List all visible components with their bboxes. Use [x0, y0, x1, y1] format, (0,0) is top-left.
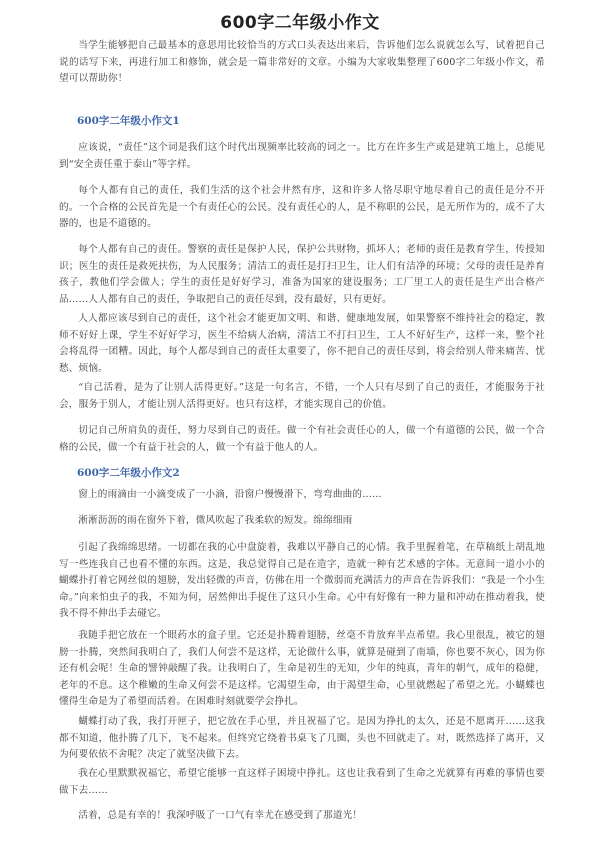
essay-1-paragraph: 应该说，“责任”这个词是我们这个时代出现频率比较高的词之一。比方在许多生产或是建筑工地上，总能见到“安全责任重于泰山”等字样。 [59, 142, 545, 170]
essay-1-heading: 600字二年级小作文1 [77, 115, 180, 127]
essay-1-paragraph: 每个人都有自己的责任。警察的责任是保护人民，保护公共财物，抓坏人；老师的责任是教育学生，传授知识；医生的责任是救死扶伤，为人民服务；清洁工的责任是打扫卫生，让人们有洁净的环境；父母的责任是养育孩子，教他们学会做人；学生的责任是好好学习，准备为国家的建设服务；工厂里工人的责任是生产出合格产品……人人都有自己的责任，争取把自己的责任尽到，没有最好，只有更好。 [59, 244, 545, 305]
essay-2-paragraph: 蝴蝶打动了我，我打开匣子，把它放在手心里，并且祝福了它。是因为挣扎的太久，还是不愿离开……这我都不知道，他扑腾了几下，飞不起来。但终究它绕着书桌飞了几圈，头也不回就走了。对，既然选择了离开，又为何要依依不舍呢？决定了就坚决做下去。 [59, 716, 545, 760]
essay-2-paragraph: 淅淅沥沥的雨在窗外下着，微风吹起了我柔软的短发。绵绵细雨 [78, 515, 353, 526]
essay-1-paragraph: “自己活着，是为了让别人活得更好。”这是一句名言，不错，一个人只有尽到了自己的责任，才能服务于社会，服务于别人，才能让别人活得更好。也只有这样，才能实现自己的价值。 [59, 382, 545, 410]
intro-paragraph: 当学生能够把自己最基本的意思用比较恰当的方式口头表达出来后，告诉他们怎么说就怎么写，试着把自己说的话写下来，再进行加工和修饰，就会是一篇非常好的文章。小编为大家收集整理了600字二年级小作文，希望可以帮助你！ [59, 40, 545, 84]
page-title: 600字二年级小作文 [220, 13, 380, 33]
essay-2-paragraph: 我随手把它放在一个眼药水的盒子里。它还是扑腾着翅膀，丝毫不肯放弃半点希望。我心里很乱，被它的翅膀一扑腾，突然间我明白了，我们人何尝不是这样，无论做什么事，就算是碰到了南墙，你也要不灰心，因为你还有机会呢！生命的譬钟敲醒了我。让我明白了，生命是初生的无知，少年的纯真，青年的朝气，成年的稳健，老年的不息。这个稚嫩的生命又何尝不是这样。它渴望生命，由于渴望生命，心里就燃起了希望之光。小蝴蝶也懂得生命是为了希望而活着。在困难时刻就要学会挣扎。 [59, 630, 545, 707]
essay-2-paragraph: 窗上的雨滴由一小滴变成了一小滴，沿窗户慢慢滑下，弯弯曲曲的…… [78, 489, 382, 500]
essay-1-paragraph: 人人都应该尽到自己的责任，这个社会才能更加文明、和谐、健康地发展，如果警察不维持社会的稳定，教师不好好上课，学生不好好学习，医生不给病人治病，清洁工不打扫卫生，工人不好好生产，这样一来，整个社会将乱得一团糟。因此，每个人都尽到自己的责任太重要了，你不把自己的责任尽到，将会给别人带来痛苦、忧愁、烦恼。 [59, 313, 545, 374]
essay-2-paragraph: 我在心里默默祝福它，希望它能够一直这样子困境中挣扎。这也让我看到了生命之光就算有再难的事情也要做下去…… [59, 768, 545, 796]
essay-2-paragraph: 引起了我绵绵思绪。一切都在我的心中盘旋着，我难以平静自己的心情。我手里握着笔，在草稿纸上胡乱地写一些连我自己也看不懂的东西。这是，我总觉得自己是在造字，造就一种有艺术感的字体。无意间一道小小的蝴蝶扑打着它网丝似的翅膀，发出轻微的声音，仿佛在用一个微弱而充满活力的声音在告诉我们：“我是一个小生命。”向来怕虫子的我，不知为何，居然伸出手捉住了这只小生命。心中有好像有一种力量和冲动在推动着我，使我不得不伸出手去碰它。 [59, 542, 545, 619]
essay-1-paragraph: 切记自己所肩负的责任，努力尽到自己的责任。做一个有社会责任心的人，做一个有道德的公民，做一个合格的公民，做一个有益于社会的人，做一个有益于他人的人。 [59, 425, 545, 453]
essay-2-paragraph: 活着，总是有幸的！我深呼吸了一口气有幸尤在感受到了那道光！ [78, 810, 363, 821]
essay-1-paragraph: 每个人都有自己的责任，我们生活的这个社会井然有序，这和许多人恪尽职守地尽着自己的责任是分不开的。一个合格的公民首先是一个有责任心的公民。没有责任心的人，是不称职的公民，是无所作为的，成不了大器的，也是不道德的。 [59, 185, 545, 229]
essay-2-heading: 600字二年级小作文2 [77, 467, 180, 479]
